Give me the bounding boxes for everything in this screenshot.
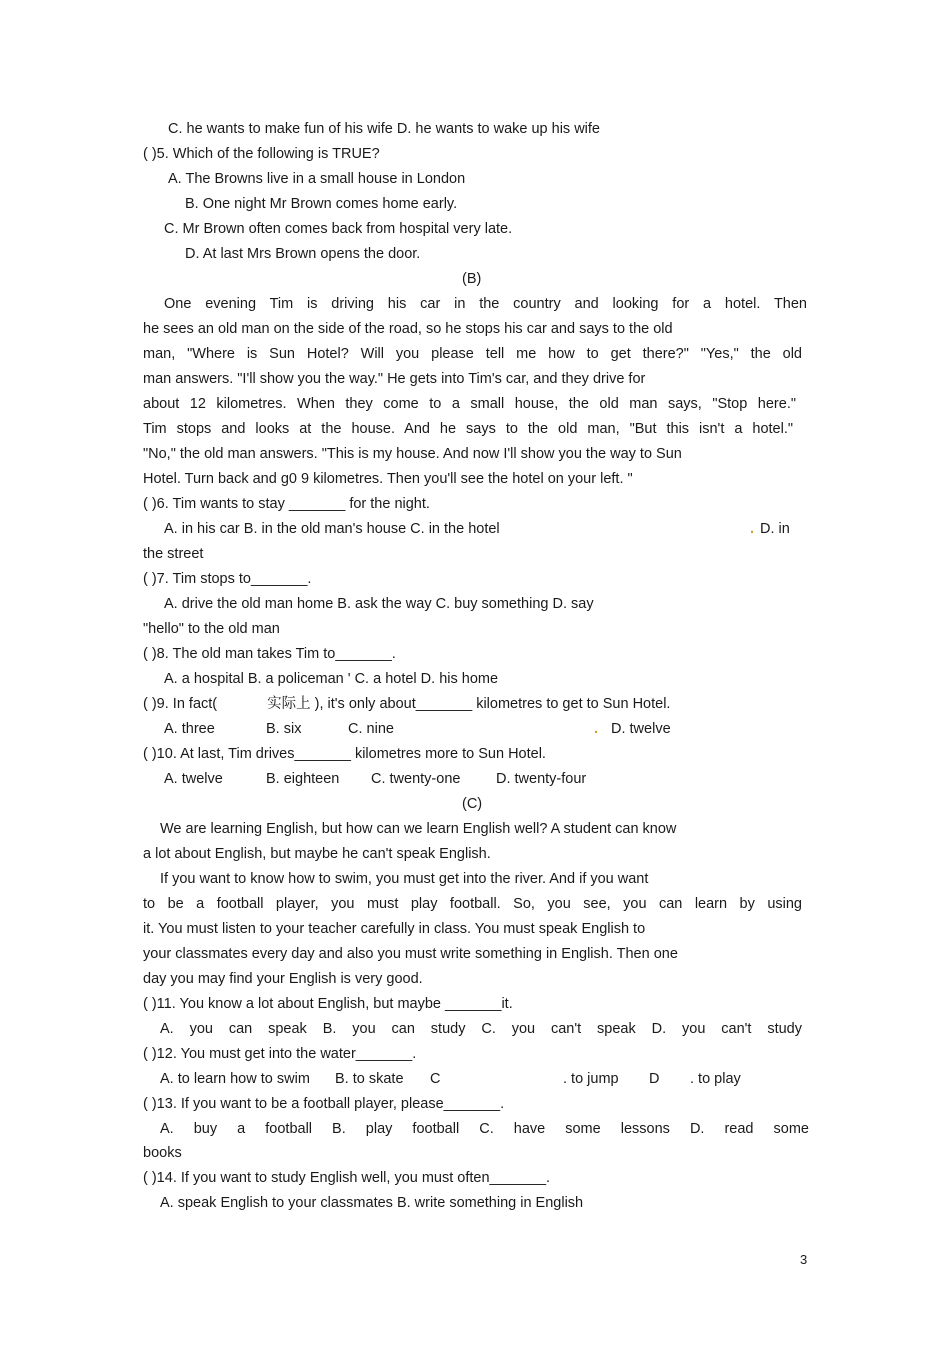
section-b-heading: (B)	[462, 271, 482, 287]
q9-option-d: D. twelve	[611, 721, 671, 737]
q13-continuation: books	[143, 1145, 182, 1161]
passage-b-line-8: Hotel. Turn back and g0 9 kilometres. Then you'll see the hotel on your left. "	[143, 471, 633, 487]
passage-b-line-6: Tim stops and looks at the house. And he says to the old man, "But this isn't a hotel."	[143, 421, 793, 437]
q10-option-b: B. eighteen	[266, 771, 340, 787]
passage-c-line-2: a lot about English, but maybe he can't speak English.	[143, 846, 491, 862]
q8-stem: ( )8. The old man takes Tim to_______.	[143, 646, 396, 662]
q13-stem: ( )13. If you want to be a football player, please_______.	[143, 1096, 505, 1112]
passage-b-line-3: man, "Where is Sun Hotel? Will you please tell me how to get there?" "Yes," the old	[143, 346, 802, 362]
q11-options: A. you can speak B. you can study C. you can't speak D. you can't study	[160, 1021, 802, 1037]
section-c-heading: (C)	[462, 796, 483, 812]
q7-continuation: "hello" to the old man	[143, 621, 280, 637]
q12-option-c: . to jump	[563, 1071, 619, 1087]
passage-b-line-7: "No," the old man answers. "This is my house. And now I'll show you the way to Sun	[143, 446, 682, 462]
q6-continuation: the street	[143, 546, 204, 562]
passage-c-line-3: If you want to know how to swim, you must get into the river. And if you want	[160, 871, 649, 887]
q6-option-d: D. in	[760, 521, 790, 537]
q7-stem: ( )7. Tim stops to_______.	[143, 571, 312, 587]
q12-option-b: B. to skate	[335, 1071, 404, 1087]
passage-c-line-1: We are learning English, but how can we learn English well? A student can know	[160, 821, 677, 837]
q9-stem	[143, 695, 670, 713]
q6-options: A. in his car B. in the old man's house C. in the hotel	[164, 521, 500, 537]
q7-options: A. drive the old man home B. ask the way C. buy something D. say	[164, 596, 594, 612]
passage-b-line-4: man answers. "I'll show you the way." He gets into Tim's car, and they drive for	[143, 371, 646, 387]
q10-option-c: C. twenty-one	[371, 771, 461, 787]
q9-d-mark: .	[594, 721, 599, 737]
q12-option-c-letter: C	[430, 1071, 441, 1087]
passage-c-line-5: it. You must listen to your teacher carefully in class. You must speak English to	[143, 921, 646, 937]
q4-options-cd: C. he wants to make fun of his wife D. he wants to wake up his wife	[168, 121, 600, 137]
q9-stem-part-2: ), it's only about_______ kilometres to get to Sun Hotel.	[314, 696, 671, 712]
q12-option-a: A. to learn how to swim	[160, 1071, 310, 1087]
q12-option-d-letter: D	[649, 1071, 660, 1087]
q13-options: A. buy a football B. play football C. have some lessons D. read some	[160, 1121, 809, 1137]
page-number: 3	[800, 1252, 808, 1267]
q12-option-d: . to play	[690, 1071, 741, 1087]
passage-b-line-1: One evening Tim is driving his car in the country and looking for a hotel. Then	[164, 296, 807, 312]
q14-options: A. speak English to your classmates B. write something in English	[160, 1195, 584, 1211]
q9-option-a: A. three	[164, 721, 215, 737]
passage-c-line-7: day you may find your English is very good.	[143, 971, 423, 987]
q9-option-c: C. nine	[348, 721, 394, 737]
q10-option-a: A. twelve	[164, 771, 223, 787]
q5-option-d: D. At last Mrs Brown opens the door.	[185, 246, 421, 262]
passage-b-line-5: about 12 kilometres. When they come to a small house, the old man says, "Stop here."	[143, 396, 796, 412]
q6-d-mark: .	[750, 521, 755, 537]
q8-options: A. a hospital B. a policeman ' C. a hotel D. his home	[164, 671, 499, 687]
q10-stem: ( )10. At last, Tim drives_______ kilometres more to Sun Hotel.	[143, 746, 546, 762]
q12-stem: ( )12. You must get into the water_______.	[143, 1046, 417, 1062]
q9-stem-part-1: ( )9. In fact(	[143, 696, 218, 712]
q11-stem: ( )11. You know a lot about English, but maybe _______it.	[143, 996, 513, 1012]
passage-c-line-4: to be a football player, you must play football. So, you see, you can learn by using	[143, 896, 802, 912]
q5-stem: ( )5. Which of the following is TRUE?	[143, 146, 380, 162]
q6-stem: ( )6. Tim wants to stay _______ for the night.	[143, 496, 430, 512]
q9-option-b: B. six	[266, 721, 302, 737]
q5-option-c: C. Mr Brown often comes back from hospital very late.	[164, 221, 513, 237]
passage-b-line-2: he sees an old man on the side of the road, so he stops his car and says to the old	[143, 321, 673, 337]
q5-option-b: B. One night Mr Brown comes home early.	[185, 196, 458, 212]
passage-c-line-6: your classmates every day and also you must write something in English. Then one	[143, 946, 678, 962]
q9-cjk-gloss: 实际上	[267, 696, 311, 712]
q14-stem: ( )14. If you want to study English well, you must often_______.	[143, 1170, 551, 1186]
q10-option-d: D. twenty-four	[496, 771, 587, 787]
q5-option-a: A. The Browns live in a small house in London	[168, 171, 466, 187]
